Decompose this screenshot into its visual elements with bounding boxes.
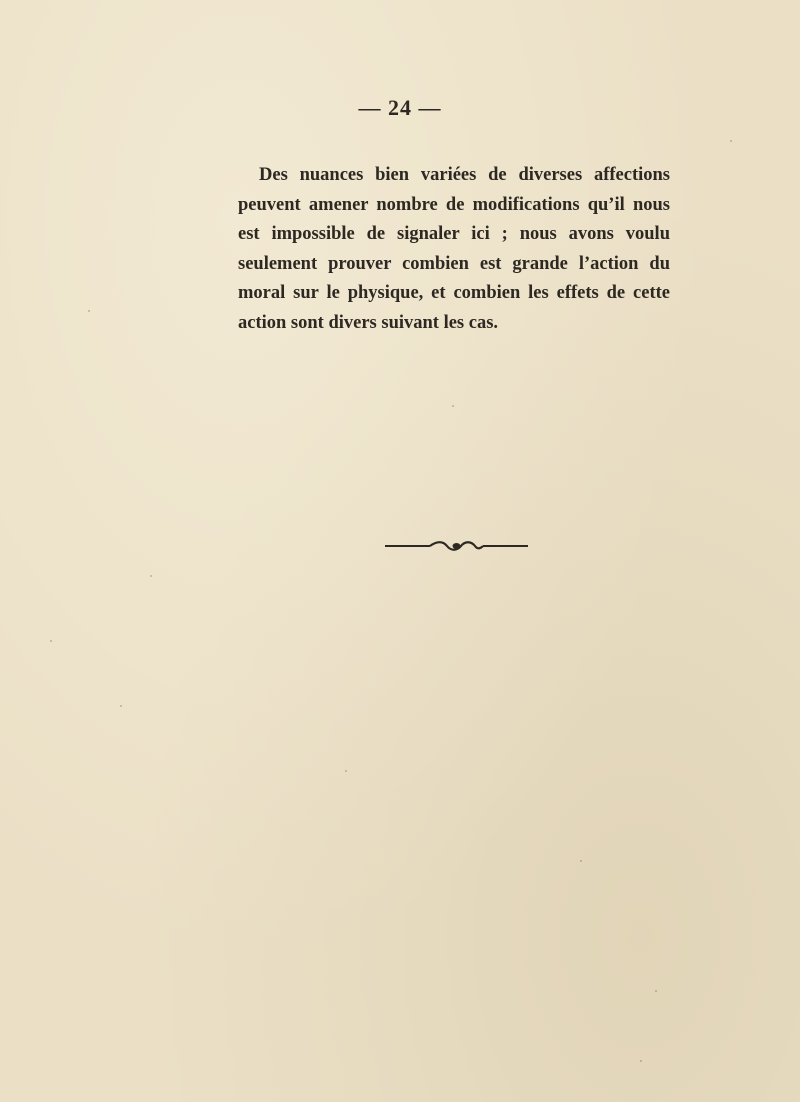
body-paragraph: Des nuances bien variées de diverses affections peuvent amener nombre de modifications qu’il nous est impossible de signaler ici ; nous avons voulu seulement prouver combien est grande l’action du moral sur le physique, et combien les effets de cette action sont divers suivant les cas.: [238, 165, 670, 333]
printer-ornament-rule-icon: [385, 540, 528, 552]
page-number: — 24 —: [358, 95, 442, 120]
